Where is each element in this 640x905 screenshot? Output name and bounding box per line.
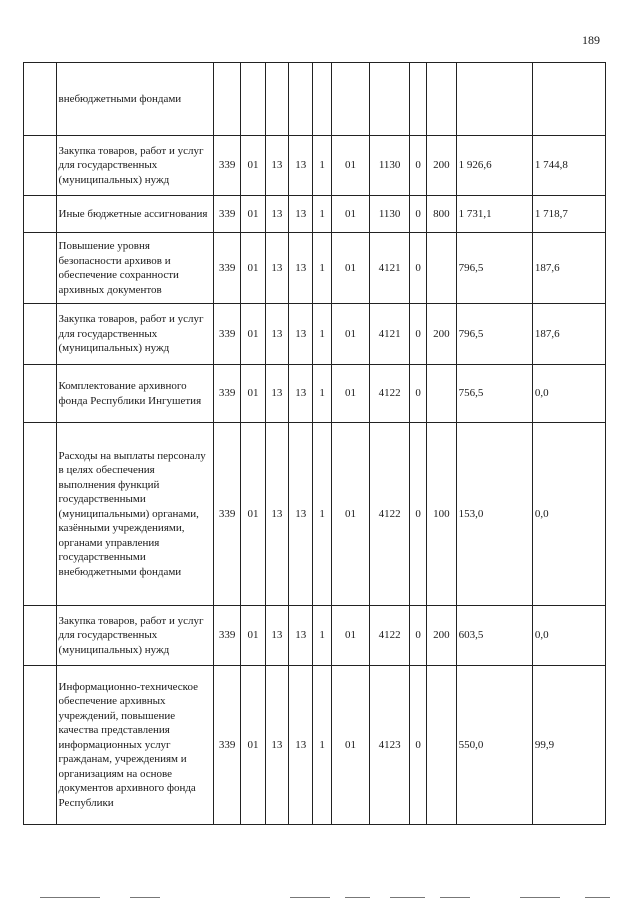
code-cell-p5: 0 <box>409 606 426 666</box>
code-cell-vr: 200 <box>427 304 456 365</box>
row-index-cell <box>24 63 57 136</box>
code-cell-vr: 800 <box>427 196 456 233</box>
item-name-cell: Комплектование архивного фонда Республики Ингушетия <box>56 365 213 423</box>
code-cell-p1: 13 <box>289 365 313 423</box>
code-cell-p2: 1 <box>313 365 331 423</box>
amount-cell-sum1: 153,0 <box>456 423 532 606</box>
code-cell-p4: 1130 <box>370 196 410 233</box>
code-cell-p3: 01 <box>331 365 370 423</box>
amount-cell-sum1: 756,5 <box>456 365 532 423</box>
item-name-cell: Информационно-техническое обеспечение архивных учреждений, повышение качества представления информационных услуг гражданам, учреждениям и организациям на основе документов архивного фонда Республики <box>56 666 213 825</box>
code-cell-gr: 339 <box>213 136 240 196</box>
code-cell-pr <box>265 63 288 136</box>
code-cell-p2: 1 <box>313 304 331 365</box>
code-cell-rz <box>241 63 265 136</box>
item-name-cell: Закупка товаров, работ и услуг для государственных (муниципальных) нужд <box>56 304 213 365</box>
code-cell-vr: 200 <box>427 136 456 196</box>
code-cell-p1: 13 <box>289 233 313 304</box>
table-row <box>24 423 606 606</box>
code-cell-p3: 01 <box>331 304 370 365</box>
table-row <box>24 136 606 196</box>
code-cell-p5: 0 <box>409 136 426 196</box>
row-index-cell <box>24 136 57 196</box>
code-cell-p3: 01 <box>331 666 370 825</box>
code-cell-p2: 1 <box>313 233 331 304</box>
amount-cell-sum1: 796,5 <box>456 233 532 304</box>
code-cell-vr: 200 <box>427 606 456 666</box>
code-cell-p3: 01 <box>331 136 370 196</box>
code-cell-p4: 4122 <box>370 606 410 666</box>
code-cell-gr: 339 <box>213 423 240 606</box>
code-cell-vr <box>427 63 456 136</box>
code-cell-p2: 1 <box>313 196 331 233</box>
code-cell-p1: 13 <box>289 423 313 606</box>
code-cell-gr: 339 <box>213 365 240 423</box>
code-cell-pr: 13 <box>265 304 288 365</box>
code-cell-p5: 0 <box>409 233 426 304</box>
amount-cell-sum2: 0,0 <box>532 606 605 666</box>
code-cell-pr: 13 <box>265 136 288 196</box>
amount-cell-sum1: 796,5 <box>456 304 532 365</box>
row-index-cell <box>24 666 57 825</box>
code-cell-pr: 13 <box>265 233 288 304</box>
code-cell-vr <box>427 365 456 423</box>
code-cell-p5: 0 <box>409 304 426 365</box>
amount-cell-sum2 <box>532 63 605 136</box>
item-name-cell: Повышение уровня безопасности архивов и обеспечение сохранности архивных документов <box>56 233 213 304</box>
code-cell-p2 <box>313 63 331 136</box>
code-cell-vr: 100 <box>427 423 456 606</box>
code-cell-rz: 01 <box>241 423 265 606</box>
code-cell-gr <box>213 63 240 136</box>
row-index-cell <box>24 606 57 666</box>
code-cell-p1: 13 <box>289 196 313 233</box>
code-cell-p3: 01 <box>331 196 370 233</box>
page-number: 189 <box>582 33 600 47</box>
code-cell-gr: 339 <box>213 666 240 825</box>
code-cell-p1: 13 <box>289 136 313 196</box>
code-cell-rz: 01 <box>241 136 265 196</box>
code-cell-pr: 13 <box>265 666 288 825</box>
amount-cell-sum2: 1 718,7 <box>532 196 605 233</box>
code-cell-gr: 339 <box>213 304 240 365</box>
code-cell-p2: 1 <box>313 423 331 606</box>
code-cell-vr <box>427 233 456 304</box>
code-cell-p1: 13 <box>289 606 313 666</box>
amount-cell-sum2: 1 744,8 <box>532 136 605 196</box>
code-cell-p4: 4122 <box>370 365 410 423</box>
amount-cell-sum2: 187,6 <box>532 304 605 365</box>
amount-cell-sum1 <box>456 63 532 136</box>
amount-cell-sum1: 1 926,6 <box>456 136 532 196</box>
table-row <box>24 233 606 304</box>
code-cell-p1 <box>289 63 313 136</box>
amount-cell-sum2: 0,0 <box>532 423 605 606</box>
code-cell-rz: 01 <box>241 196 265 233</box>
code-cell-gr: 339 <box>213 606 240 666</box>
item-name-cell: Закупка товаров, работ и услуг для государственных (муниципальных) нужд <box>56 136 213 196</box>
row-index-cell <box>24 304 57 365</box>
code-cell-p4: 4121 <box>370 233 410 304</box>
code-cell-p1: 13 <box>289 666 313 825</box>
row-index-cell <box>24 196 57 233</box>
amount-cell-sum2: 187,6 <box>532 233 605 304</box>
code-cell-gr: 339 <box>213 196 240 233</box>
code-cell-p3 <box>331 63 370 136</box>
code-cell-p2: 1 <box>313 606 331 666</box>
code-cell-p3: 01 <box>331 233 370 304</box>
code-cell-p5: 0 <box>409 196 426 233</box>
code-cell-vr <box>427 666 456 825</box>
code-cell-p5 <box>409 63 426 136</box>
code-cell-p4: 1130 <box>370 136 410 196</box>
code-cell-p3: 01 <box>331 423 370 606</box>
code-cell-p4 <box>370 63 410 136</box>
code-cell-p3: 01 <box>331 606 370 666</box>
item-name-cell: Иные бюджетные ассигнования <box>56 196 213 233</box>
code-cell-p4: 4122 <box>370 423 410 606</box>
row-index-cell <box>24 365 57 423</box>
code-cell-p4: 4121 <box>370 304 410 365</box>
amount-cell-sum1: 603,5 <box>456 606 532 666</box>
code-cell-pr: 13 <box>265 365 288 423</box>
amount-cell-sum1: 1 731,1 <box>456 196 532 233</box>
code-cell-p1: 13 <box>289 304 313 365</box>
code-cell-rz: 01 <box>241 365 265 423</box>
item-name-cell: Закупка товаров, работ и услуг для государственных (муниципальных) нужд <box>56 606 213 666</box>
code-cell-rz: 01 <box>241 606 265 666</box>
code-cell-p2: 1 <box>313 136 331 196</box>
item-name-cell: внебюджетными фондами <box>56 63 213 136</box>
code-cell-rz: 01 <box>241 666 265 825</box>
bottom-scan-marks <box>0 897 640 899</box>
amount-cell-sum2: 99,9 <box>532 666 605 825</box>
row-index-cell <box>24 233 57 304</box>
item-name-cell: Расходы на выплаты персоналу в целях обеспечения выполнения функций государственными (муниципальными) органами, казёнными учреждениями, органами управления государственными внебюджетными фондами <box>56 423 213 606</box>
code-cell-pr: 13 <box>265 196 288 233</box>
table-row <box>24 606 606 666</box>
code-cell-p4: 4123 <box>370 666 410 825</box>
code-cell-p5: 0 <box>409 423 426 606</box>
code-cell-pr: 13 <box>265 606 288 666</box>
code-cell-rz: 01 <box>241 304 265 365</box>
code-cell-p5: 0 <box>409 365 426 423</box>
amount-cell-sum2: 0,0 <box>532 365 605 423</box>
code-cell-p5: 0 <box>409 666 426 825</box>
amount-cell-sum1: 550,0 <box>456 666 532 825</box>
table-row <box>24 63 606 136</box>
code-cell-pr: 13 <box>265 423 288 606</box>
table-row <box>24 304 606 365</box>
code-cell-p2: 1 <box>313 666 331 825</box>
table-row <box>24 666 606 825</box>
budget-table <box>23 62 606 825</box>
table-row <box>24 365 606 423</box>
table-row <box>24 196 606 233</box>
row-index-cell <box>24 423 57 606</box>
code-cell-rz: 01 <box>241 233 265 304</box>
code-cell-gr: 339 <box>213 233 240 304</box>
